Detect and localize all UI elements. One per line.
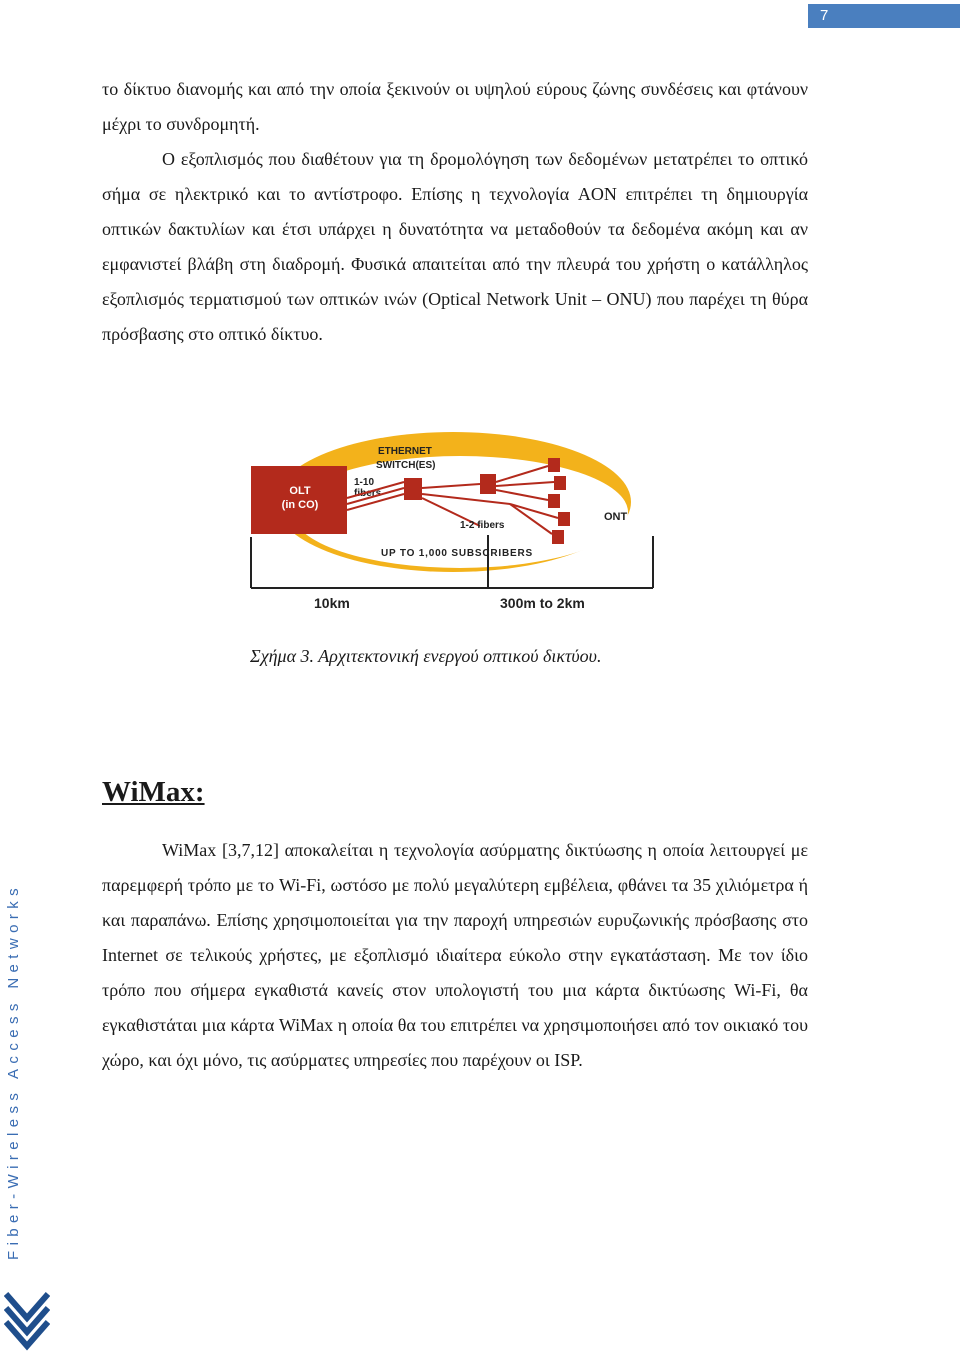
- section-aon-text: [102, 72, 808, 352]
- wimax-heading: WiMax:: [102, 776, 205, 808]
- switch-label: ETHERNET: [378, 446, 432, 457]
- aon-diagram: [248, 392, 668, 622]
- page-number: 7: [808, 4, 960, 28]
- olt-sublabel: (in CO): [281, 499, 319, 511]
- subscribers-label: UP TO 1,000 SUBSCRIBERS: [381, 548, 533, 559]
- fibers-label: 1-10: [354, 477, 375, 488]
- sidebar-label: Fiber-Wireless Access Networks: [5, 882, 22, 1260]
- distance-300m: 300m to 2km: [500, 595, 585, 611]
- switch-sublabel: SWITCH(ES): [376, 460, 436, 471]
- switch-box: [480, 474, 496, 494]
- distance-10km: 10km: [314, 595, 350, 611]
- fibers2-label: 1-2 fibers: [460, 520, 505, 531]
- olt-label: OLT: [289, 485, 311, 497]
- aon-architecture-figure: [248, 392, 668, 627]
- figure-caption: Σχήμα 3. Αρχιτεκτονική ενεργού οπτικού δικτύου.: [250, 646, 602, 666]
- double-chevron-icon: [4, 1292, 50, 1356]
- section-wimax-text: [102, 833, 808, 1078]
- fibers-sublabel: fibers: [354, 488, 382, 499]
- paragraph: το δίκτυο διανομής και από την οποία ξεκινούν οι υψηλού εύρους ζώνης συνδέσεις και φτάνουν μέχρι το συνδρομητή.: [102, 79, 808, 134]
- switch-box: [404, 478, 422, 500]
- figure-title: Point-to-Point (P2P) Switched Ethernet: [277, 403, 613, 464]
- ont-label: ONT: [604, 511, 628, 523]
- paragraph: Ο εξοπλισμός που διαθέτουν για τη δρομολόγηση των δεδομένων μετατρέπει το οπτικό σήμα σε ηλεκτρικό και το αντίστροφο. Επίσης η τεχνολογία AON επιτρέπει τη δημιουργία οπτικών δακτυλίων και έτσι υπάρχει η δυνατότητα να μεταδοθούν τα δεδομένα ακόμη και αν εμφανιστεί βλάβη στη διαδρομή. Φυσικά απαιτείται από την πλευρά του χρήστη ο κατάλληλος εξοπλισμός τερματισμού των οπτικών ινών (Optical Network Unit – ONU) που παρέχει τη θύρα πρόσβασης στο οπτικό δίκτυο.: [102, 149, 808, 344]
- paragraph: WiMax [3,7,12] αποκαλείται η τεχνολογία ασύρματης δικτύωσης η οποία λειτουργεί με παρεμφερή τρόπο με το Wi-Fi, ωστόσο με πολύ μεγαλύτερη εμβέλεια, φθάνει τα 35 χιλιόμετρα ή και παραπάνω. Επίσης χρησιμοποιείται για την παροχή υπηρεσιών ευρυζωνικής πρόσβασης στο Internet σε τελικούς χρήστες, με εξοπλισμό ιδιαίτερα εύκολο στην εγκατάσταση. Με τον ίδιο τρόπο που σήμερα εγκαθιστά κανείς στον υπολογιστή του μια κάρτα δικτύωσης Wi-Fi, θα εγκαθιστάται μια κάρτα WiMax η οποία θα του επιτρέπει να χρησιμοποιήσει από τον οικιακό του χώρο, και όχι μόνο, τις ασύρματες υπηρεσίες που παρέχουν οι ISP.: [102, 840, 808, 1070]
